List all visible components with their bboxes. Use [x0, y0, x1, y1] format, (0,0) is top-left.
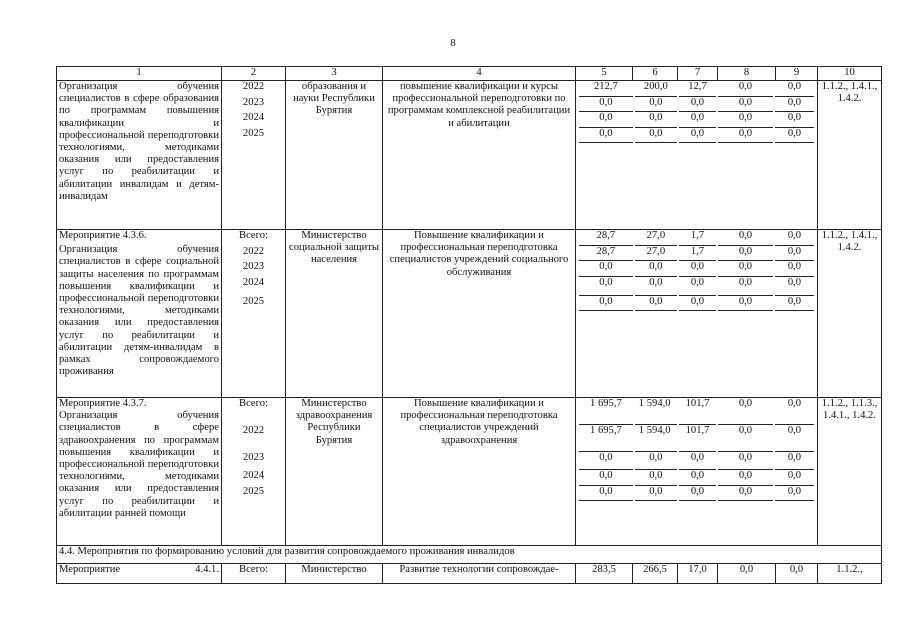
- year-label: 2022: [242, 245, 265, 257]
- col-header: 8: [718, 67, 776, 81]
- funding-row: [578, 470, 815, 486]
- value-cell: 1 594,0: [635, 425, 677, 452]
- value-cell: 0,0: [679, 261, 716, 277]
- value-cell: 0,0: [579, 277, 633, 296]
- funding-row: [578, 486, 815, 502]
- program-table: [56, 66, 882, 584]
- year-label: Всего:: [239, 564, 268, 575]
- value-cell: 0,0: [775, 470, 814, 486]
- funding-row: [578, 452, 815, 470]
- value-cell: 0,0: [679, 296, 716, 312]
- funding-values: [576, 230, 818, 398]
- value-cell: 12,7: [679, 81, 716, 97]
- value-cell: 0,0: [718, 470, 773, 486]
- value-cell: 0,0: [775, 398, 814, 425]
- year-label: Всего:: [239, 230, 268, 241]
- value-cell: 17,0: [678, 564, 718, 584]
- funding-row: [578, 112, 815, 128]
- col-header: 3: [286, 67, 383, 81]
- value-cell: 0,0: [679, 97, 716, 113]
- value-cell: 0,0: [718, 486, 773, 502]
- header-row: [57, 67, 882, 81]
- value-cell: 0,0: [775, 128, 814, 144]
- responsible-org: образования и науки Республики Бурятия: [286, 81, 383, 230]
- year-label: 2025: [242, 295, 265, 307]
- year-label: 2024: [242, 470, 265, 481]
- expected-result: повышение квалификации и курсы профессиональной переподготовки по программам комплексной реабилитации и абилитации: [383, 81, 576, 230]
- expected-result: Повышение квалификации и профессиональная переподготовка специалистов учреждений здравоохранения: [383, 398, 576, 546]
- value-cell: 27,0: [635, 230, 677, 246]
- col-header: 5: [576, 67, 633, 81]
- years-cell: [222, 230, 286, 398]
- year-label: 2024: [242, 112, 265, 123]
- expected-result: Развитие технологии сопровождае-: [383, 564, 576, 584]
- value-cell: 0,0: [579, 470, 633, 486]
- col-header: 6: [633, 67, 678, 81]
- value-cell: 101,7: [679, 425, 716, 452]
- page-number: 8: [450, 37, 456, 49]
- value-cell: 0,0: [635, 97, 677, 113]
- value-cell: 0,0: [718, 452, 773, 470]
- value-cell: 0,0: [635, 277, 677, 296]
- funding-values: [576, 398, 818, 546]
- years-cell: [222, 81, 286, 230]
- value-cell: 0,0: [718, 261, 773, 277]
- measure-description: Организация обучения специалистов в сфере образования по программам повышения квалификации и профессиональной переподготовки технологиями, методиками оказания или предоставления услуг по реабилитации и абилитации инвалидам и детям-инвалидам: [57, 81, 222, 230]
- value-cell: 0,0: [775, 296, 814, 312]
- value-cell: 0,0: [679, 486, 716, 502]
- value-cell: 0,0: [579, 261, 633, 277]
- section-title: 4.4. Мероприятия по формированию условий для развития сопровождаемого проживания инвалидов: [57, 546, 882, 564]
- col-header: 10: [818, 67, 882, 81]
- value-cell: 0,0: [635, 112, 677, 128]
- value-cell: 0,0: [635, 261, 677, 277]
- section-row: [57, 546, 882, 564]
- year-label: 2023: [242, 96, 265, 108]
- value-cell: 0,0: [775, 97, 814, 113]
- value-cell: 0,0: [775, 452, 814, 470]
- measure-title: Мероприятие 4.3.7.: [59, 398, 147, 409]
- indicator-refs: 1.1.2.,: [818, 564, 882, 584]
- years-cell: [222, 398, 286, 546]
- col-header: 4: [383, 67, 576, 81]
- funding-row: [578, 425, 815, 452]
- value-cell: 283,5: [576, 564, 633, 584]
- value-cell: 101,7: [679, 398, 716, 425]
- table-row: [57, 398, 882, 546]
- funding-row: [578, 398, 815, 425]
- year-label: 2024: [242, 276, 265, 288]
- indicator-refs: 1.1.2., 1.1.3., 1.4.1., 1.4.2.: [818, 398, 882, 546]
- value-cell: 1,7: [679, 230, 716, 246]
- value-cell: 0,0: [579, 128, 633, 144]
- funding-values: [576, 81, 818, 230]
- funding-row: [578, 230, 815, 246]
- funding-row: [578, 261, 815, 277]
- value-cell: 1 695,7: [579, 425, 633, 452]
- funding-row: [578, 246, 815, 262]
- value-cell: 0,0: [579, 296, 633, 312]
- value-cell: 28,7: [579, 246, 633, 262]
- value-cell: 0,0: [718, 398, 773, 425]
- value-cell: 0,0: [718, 246, 773, 262]
- responsible-org: Министерство здравоохранения Республики Бурятия: [286, 398, 383, 546]
- col-header: 9: [776, 67, 818, 81]
- funding-row: [578, 296, 815, 312]
- value-cell: 0,0: [718, 230, 773, 246]
- measure-text: Организация обучения специалистов в сфере социальной защиты населения по программам повышения квалификации и профессиональной переподготовки технологиями, методиками оказания или предоставления услуг по реабилитации и абилитации детям-инвалидам в рамках сопровождаемого проживания: [59, 244, 219, 378]
- value-cell: 1 695,7: [579, 398, 633, 425]
- value-cell: 27,0: [635, 246, 677, 262]
- value-cell: 28,7: [579, 230, 633, 246]
- measure-title-right: 4.4.1.: [195, 564, 219, 575]
- funding-row: [578, 277, 815, 296]
- indicator-refs: 1.1.2., 1.4.1., 1.4.2.: [818, 230, 882, 398]
- value-cell: 0,0: [635, 452, 677, 470]
- value-cell: 0,0: [775, 261, 814, 277]
- expected-result: Повышение квалификации и профессиональная переподготовка специалистов учреждений социального обслуживания: [383, 230, 576, 398]
- col-header: 1: [57, 67, 222, 81]
- indicator-refs: 1.1.2., 1.4.1., 1.4.2.: [818, 81, 882, 230]
- value-cell: 0,0: [579, 112, 633, 128]
- year-label: 2023: [242, 261, 265, 272]
- responsible-org: Министерство: [286, 564, 383, 584]
- value-cell: 0,0: [579, 97, 633, 113]
- value-cell: 0,0: [776, 564, 818, 584]
- year-label: 2025: [242, 127, 265, 139]
- value-cell: 0,0: [718, 128, 773, 144]
- value-cell: 0,0: [635, 296, 677, 312]
- value-cell: 0,0: [635, 486, 677, 502]
- value-cell: 0,0: [679, 112, 716, 128]
- year-label: 2022: [242, 81, 265, 92]
- year-label: 2025: [242, 485, 265, 497]
- funding-row: [578, 97, 815, 113]
- measure-description: [57, 230, 222, 398]
- value-cell: 0,0: [775, 486, 814, 502]
- col-header: 7: [678, 67, 718, 81]
- value-cell: 0,0: [579, 452, 633, 470]
- value-cell: 0,0: [775, 425, 814, 452]
- value-cell: 266,5: [633, 564, 678, 584]
- value-cell: 0,0: [679, 277, 716, 296]
- measure-text: Организация обучения специалистов в сфере здравоохранения по программам повышения квалификации и профессиональной переподготовки технологиями, методиками оказания или предоставления услуг по реабилитации и абилитации ранней помощи: [59, 410, 219, 519]
- table-row: [57, 230, 882, 398]
- value-cell: 0,0: [635, 470, 677, 486]
- value-cell: 212,7: [579, 81, 633, 97]
- value-cell: 0,0: [679, 470, 716, 486]
- table-row: [57, 81, 882, 230]
- value-cell: 0,0: [718, 425, 773, 452]
- measure-description: [57, 398, 222, 546]
- value-cell: 0,0: [775, 277, 814, 296]
- value-cell: 1 594,0: [635, 398, 677, 425]
- value-cell: 0,0: [579, 486, 633, 502]
- value-cell: 200,0: [635, 81, 677, 97]
- measure-title: Мероприятие 4.3.6.: [59, 230, 147, 241]
- value-cell: 0,0: [718, 564, 776, 584]
- value-cell: 1,7: [679, 246, 716, 262]
- value-cell: 0,0: [718, 81, 773, 97]
- year-label: Всего:: [239, 398, 268, 409]
- value-cell: 0,0: [718, 97, 773, 113]
- value-cell: 0,0: [775, 81, 814, 97]
- value-cell: 0,0: [775, 230, 814, 246]
- value-cell: 0,0: [775, 112, 814, 128]
- table-row: [57, 564, 882, 584]
- funding-row: [578, 128, 815, 144]
- value-cell: 0,0: [635, 128, 677, 144]
- years-cell: [222, 564, 286, 584]
- funding-row: [578, 81, 815, 97]
- year-label: 2023: [242, 452, 265, 463]
- responsible-org: Министерство социальной защиты населения: [286, 230, 383, 398]
- value-cell: 0,0: [718, 277, 773, 296]
- year-label: 2022: [242, 425, 265, 436]
- value-cell: 0,0: [679, 128, 716, 144]
- value-cell: 0,0: [718, 296, 773, 312]
- value-cell: 0,0: [718, 112, 773, 128]
- col-header: 2: [222, 67, 286, 81]
- value-cell: 0,0: [679, 452, 716, 470]
- value-cell: 0,0: [775, 246, 814, 262]
- measure-description: [57, 564, 222, 584]
- measure-title-left: Мероприятие: [59, 564, 121, 575]
